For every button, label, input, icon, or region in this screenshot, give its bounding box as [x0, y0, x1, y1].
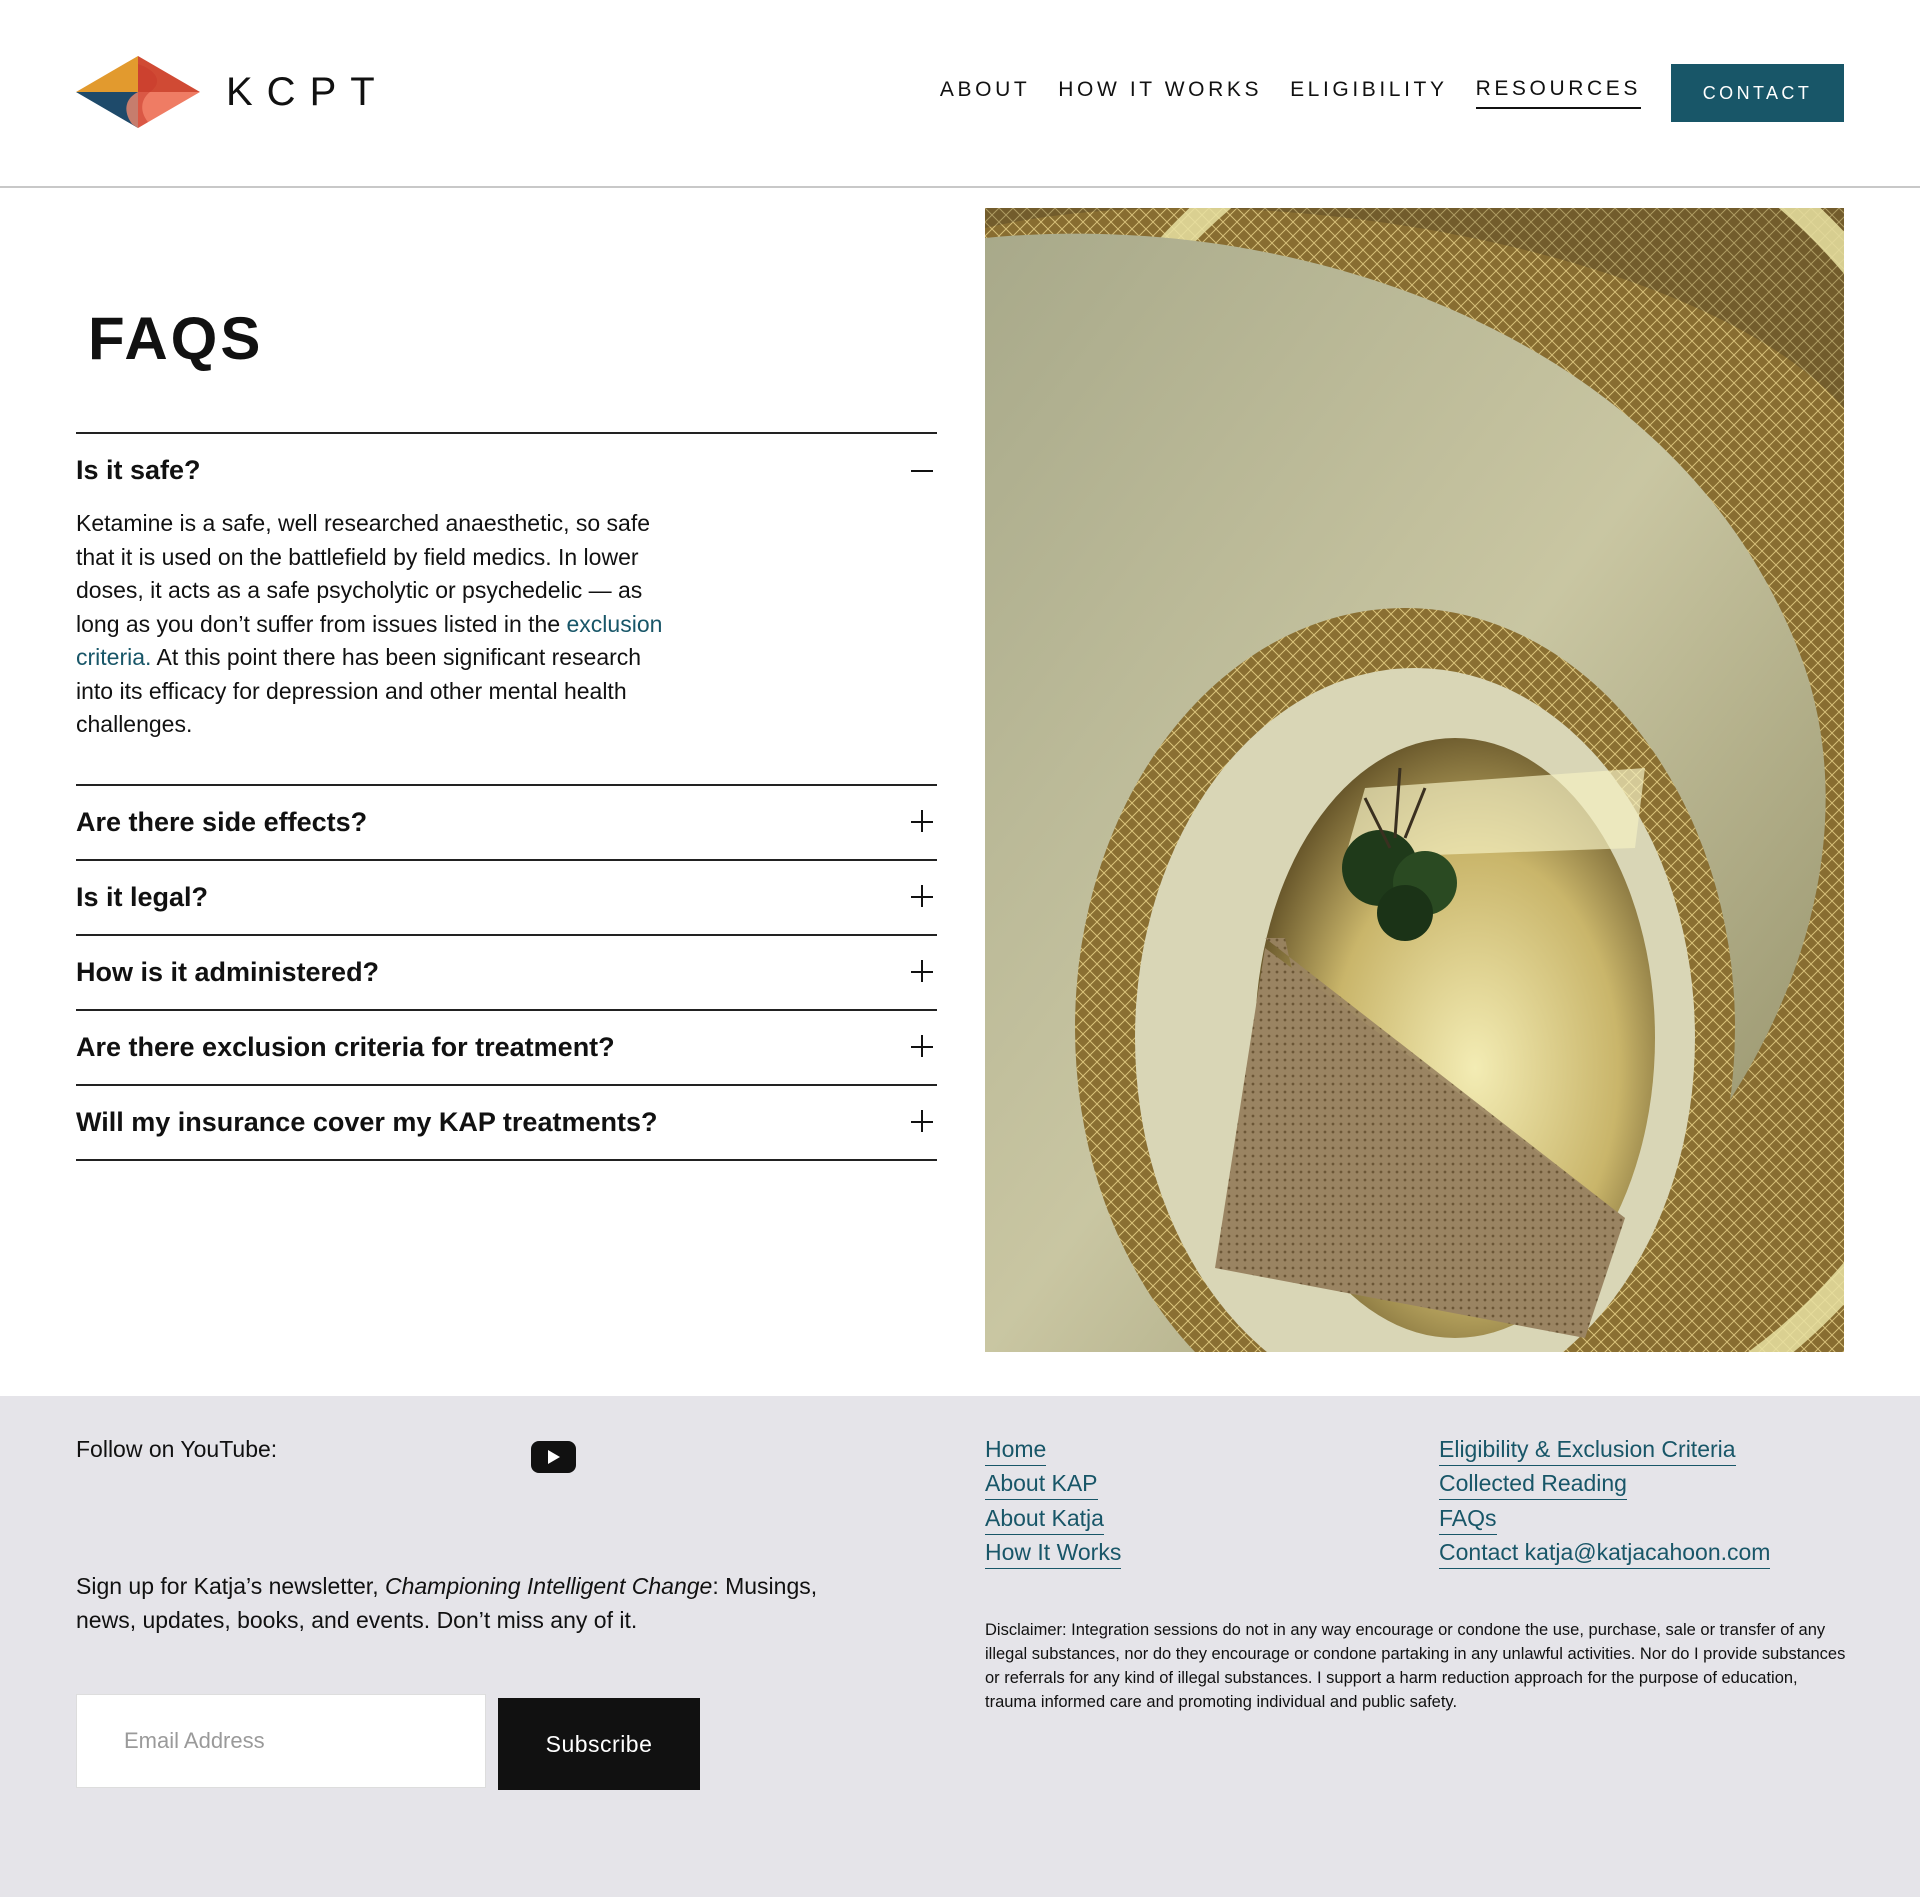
plus-icon [911, 1035, 935, 1059]
newsletter-suffix: : Musings, news, updates, books, and events. Don’t miss any of it. [76, 1573, 818, 1633]
footer-link-about-katja[interactable]: About Katja [985, 1503, 1104, 1535]
faq-toggle-safe[interactable] [76, 434, 937, 507]
faq-accordion [76, 432, 937, 1161]
follow-youtube-label: Follow on YouTube: [76, 1436, 278, 1462]
faq-toggle-exclusion[interactable] [76, 1011, 937, 1084]
logo-text: KCPT [226, 69, 389, 114]
site-footer [0, 1396, 1920, 1897]
faq-question: Are there exclusion criteria for treatment? [76, 1031, 615, 1062]
nav-about[interactable]: ABOUT [939, 78, 1031, 101]
faq-toggle-administered[interactable] [76, 936, 937, 1009]
main-content [0, 188, 1920, 1396]
faq-item-legal [76, 861, 937, 936]
faq-item-administered [76, 936, 937, 1011]
logo-link[interactable] [76, 56, 389, 128]
nav-how-it-works[interactable]: HOW IT WORKS [1058, 78, 1263, 101]
faq-toggle-legal[interactable] [76, 861, 937, 934]
footer-link-eligibility[interactable]: Eligibility & Exclusion Criteria [1439, 1434, 1736, 1466]
page-title: FAQS [88, 305, 264, 372]
faq-item-safe [76, 434, 937, 786]
faq-item-side-effects [76, 786, 937, 861]
subscribe-button[interactable]: Subscribe [498, 1698, 700, 1790]
footer-links-col1 [985, 1434, 1121, 1571]
nav-eligibility[interactable]: ELIGIBILITY [1290, 78, 1448, 101]
contact-button[interactable]: CONTACT [1671, 64, 1844, 122]
faq-question: Is it safe? [76, 455, 201, 485]
site-header [0, 0, 1920, 188]
faq-answer-text-2: At this point there has been significant research into its efficacy for depression and other mental health challenges. [76, 644, 642, 737]
newsletter-prefix: Sign up for Katja’s newsletter, [76, 1573, 385, 1599]
faq-question: Is it legal? [76, 881, 209, 912]
faq-question: Will my insurance cover my KAP treatments? [76, 1106, 658, 1137]
faq-question: How is it administered? [76, 956, 380, 987]
disclaimer-text: Disclaimer: Integration sessions do not in any way encourage or condone the use, purchase, sale or transfer of any illegal substances, nor do they encourage or condone partaking in any unlawful activities. Nor do I provide substances or referrals for any kind of illegal substances. I support a harm reduction approach for the purpose of education, trauma informed care and promoting individual and public safety. [985, 1621, 1846, 1711]
plus-icon [911, 1110, 935, 1134]
nav-resources[interactable]: RESOURCES [1476, 77, 1641, 109]
main-nav [940, 64, 1844, 122]
footer-link-faqs[interactable]: FAQs [1439, 1503, 1497, 1535]
footer-links-col2 [1439, 1434, 1770, 1571]
spiral-staircase-illustration [985, 208, 1844, 1352]
kcpt-logo-icon [76, 56, 200, 128]
youtube-icon[interactable] [531, 1441, 576, 1473]
footer-link-how-it-works[interactable]: How It Works [985, 1537, 1121, 1569]
hero-image-spiral-staircase [985, 208, 1844, 1352]
footer-link-collected-reading[interactable]: Collected Reading [1439, 1468, 1627, 1500]
exclusion-criteria-link[interactable]: exclusion criteria. [76, 610, 663, 670]
faq-answer [76, 505, 676, 784]
faq-item-insurance [76, 1086, 937, 1161]
footer-link-home[interactable]: Home [985, 1434, 1046, 1466]
email-input[interactable] [76, 1694, 486, 1788]
faq-item-exclusion [76, 1011, 937, 1086]
faq-toggle-insurance[interactable] [76, 1086, 937, 1159]
plus-icon [911, 885, 935, 909]
footer-link-contact[interactable]: Contact katja@katjacahoon.com [1439, 1537, 1770, 1569]
faq-toggle-side-effects[interactable] [76, 786, 937, 859]
plus-icon [911, 960, 935, 984]
plus-icon [911, 810, 935, 834]
newsletter-text [76, 1570, 836, 1637]
minus-icon [911, 459, 935, 483]
faq-answer-text-1: Ketamine is a safe, well researched anaesthetic, so safe that it is used on the battlefield by field medics. In lower doses, it acts as a safe psycholytic or psychedelic — as long as you don’t suffer from issues listed in the [76, 510, 651, 637]
newsletter-title: Championing Intelligent Change [384, 1573, 713, 1599]
faq-question: Are there side effects? [76, 806, 368, 837]
footer-link-about-kap[interactable]: About KAP [985, 1468, 1098, 1500]
